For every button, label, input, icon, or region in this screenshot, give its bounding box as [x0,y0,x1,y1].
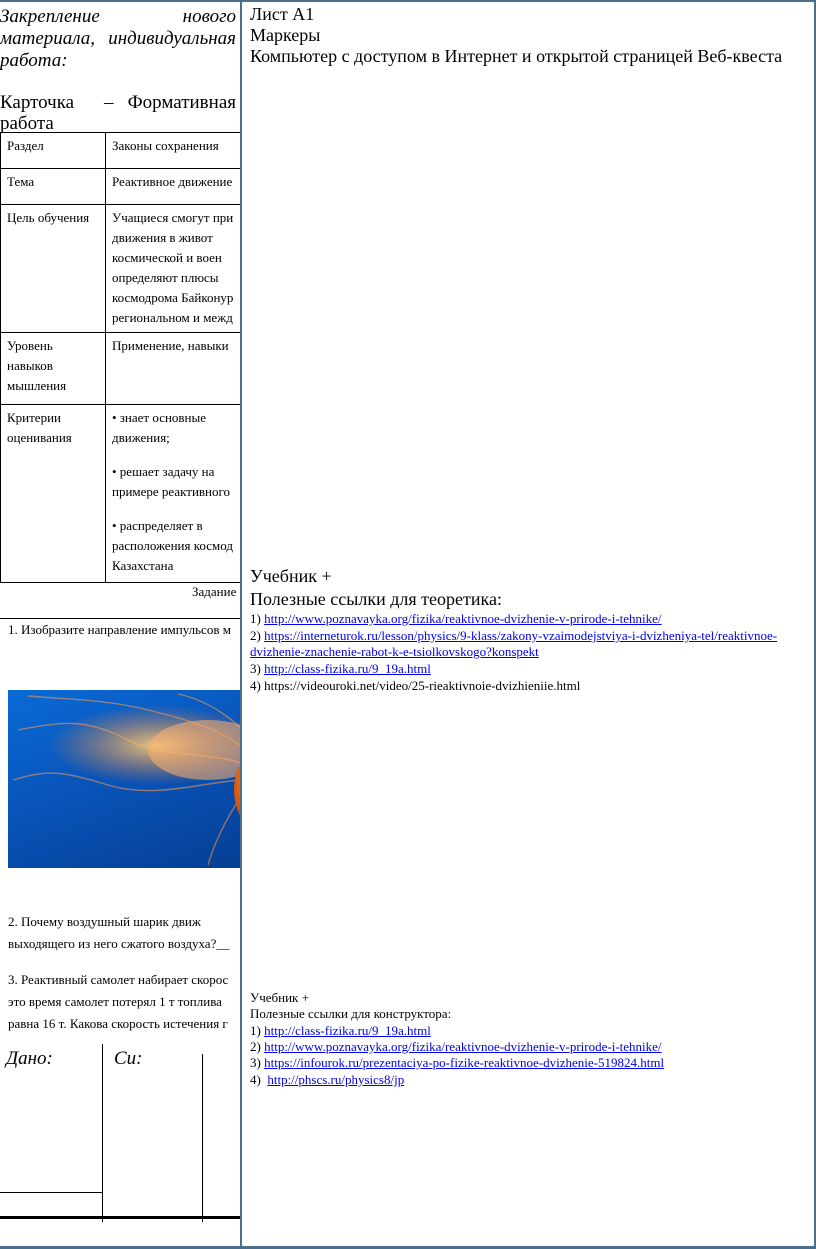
cell-line: оценивания [7,430,72,445]
cell-line: • знает основные [112,410,207,425]
constructor-link-4 [250,1072,404,1088]
table-value-cell [106,405,241,583]
constructor-link-url[interactable]: http://class-fizika.ru/9_19a.html [264,1023,431,1038]
right-column [250,0,816,1249]
cell-line: Учащиеся смогут при [112,210,234,225]
cell-line: движения; [112,430,170,445]
theory-link-2 [250,628,777,644]
cell-line: Критерии [7,410,61,425]
cell-line: космической и воен [112,250,222,265]
given-label: Дано: [6,1048,53,1069]
table-label-cell: Тема [1,169,106,205]
cell-line: расположения космод [112,538,233,553]
question-3-line-3: равна 16 т. Какова скорость истечения г [8,1016,228,1031]
table-divider [0,1192,102,1193]
task-header: Задание [192,584,237,599]
theory-link-3 [250,661,431,677]
card-title-line-2: работа [0,113,54,134]
table-label-cell: Цель обучения [1,205,106,333]
table-value-cell: Законы сохранения [106,133,241,169]
table-row [1,169,241,205]
theory-link-url[interactable]: dvizhenie-znachenie-rabot-k-e-tsiolkovskogo?konspekt [250,644,539,659]
intro-line-3: работа: [0,50,68,71]
theory-link-4 [250,678,580,694]
theory-links-title: Полезные ссылки для теоретика: [250,589,502,609]
question-3-line-1: 3. Реактивный самолет набирает скорос [8,972,229,987]
theory-link-1 [250,611,662,627]
constructor-link-url[interactable]: http://phscs.ru/physics8/jp [267,1072,405,1087]
card-title-line [0,92,236,114]
cell-line: примере реактивного [112,484,231,499]
link-number: 2) [250,628,265,643]
table-label-cell [1,333,106,405]
cell-line: определяют плюсы [112,270,219,285]
link-number: 3) [250,1055,265,1070]
given-solution-table [0,1044,240,1224]
intro-word: материала, [0,28,96,49]
table-row [1,205,241,333]
constructor-link-url[interactable]: http://www.poznavayka.org/fizika/reaktivnoe-dvizhenie-v-prirode-i-tehnike/ [264,1039,662,1054]
markers-label: Маркеры [250,25,321,45]
computer-label: Компьютер с доступом в Интернет и открытой страницей Веб-квеста [250,46,783,66]
table-divider [102,1044,103,1222]
link-number: 4) [250,1072,268,1087]
constructor-link-url[interactable]: https://infourok.ru/prezentaciya-po-fizike-reaktivnoe-dvizhenie-519824.html [264,1055,665,1070]
question-1: 1. Изобразите направление импульсов м [8,622,231,637]
cell-line: региональном и межд [112,310,233,325]
question-3-line-2: это время самолет потерял 1 т топлива [8,994,222,1009]
intro-word: индивидуальная [108,28,236,49]
cell-line: космодрома Байконур [112,290,234,305]
intro-line-2 [0,28,236,50]
theory-link-url[interactable]: http://www.poznavayka.org/fizika/reaktivnoe-dvizhenie-v-prirode-i-tehnike/ [264,611,662,626]
constructor-link-1 [250,1023,431,1039]
cell-line: мышления [7,378,67,393]
card-dash: – [104,92,114,113]
link-number: 1) [250,1023,265,1038]
cell-line: • решает задачу на [112,464,215,479]
sheet-title: Лист А1 [250,4,315,24]
si-label: Си: [114,1048,143,1069]
constructor-links-title: Полезные ссылки для конструктора: [250,1006,452,1021]
theory-link-url[interactable]: https://videouroki.net/video/25-rieaktivnoie-dvizhieniie.html [264,678,581,693]
left-column [0,0,240,1249]
table-value-cell: Реактивное движение [106,169,241,205]
cell-spacer [112,502,238,516]
question-2-line-2: выходящего из него сжатого воздуха?__ [8,936,230,951]
cell-line: Уровень [7,338,53,353]
jellyfish-illustration [8,690,240,868]
constructor-textbook: Учебник + [250,990,309,1005]
link-number: 2) [250,1039,265,1054]
task-divider [0,618,240,619]
theory-textbook: Учебник + [250,566,332,586]
cell-line: навыков [7,358,53,373]
link-number: 4) [250,678,265,693]
table-value-cell [106,205,241,333]
cell-line: движения в живот [112,230,213,245]
lesson-plan-table [0,132,240,583]
cell-spacer [112,448,238,462]
table-bottom-rule [0,1216,240,1219]
table-label-cell: Раздел [1,133,106,169]
table-label-cell [1,405,106,583]
table-divider [202,1054,203,1222]
theory-link-url[interactable]: https://interneturok.ru/lesson/physics/9-klass/zakony-vzaimodejstviya-i-dvizheniya-tel/reaktivnoe- [264,628,778,643]
theory-link-2-cont [250,644,539,660]
constructor-link-2 [250,1039,662,1055]
link-number: 1) [250,611,265,626]
table-value-cell: Применение, навыки [106,333,241,405]
intro-word: нового [182,6,236,27]
theory-link-url[interactable]: http://class-fizika.ru/9_19a.html [264,661,431,676]
jellyfish-image [8,690,240,868]
table-row [1,133,241,169]
column-divider [240,0,242,1249]
table-row [1,333,241,405]
link-number: 3) [250,661,265,676]
constructor-link-3 [250,1055,664,1071]
card-word: Карточка [0,92,75,113]
intro-word: Закрепление [0,6,100,27]
cell-line: • распределяет в [112,518,203,533]
cell-line: Казахстана [112,558,174,573]
table-row [1,405,241,583]
question-2-line-1: 2. Почему воздушный шарик движ [8,914,201,929]
intro-line-1 [0,6,236,28]
card-word: Формативная [127,92,236,113]
